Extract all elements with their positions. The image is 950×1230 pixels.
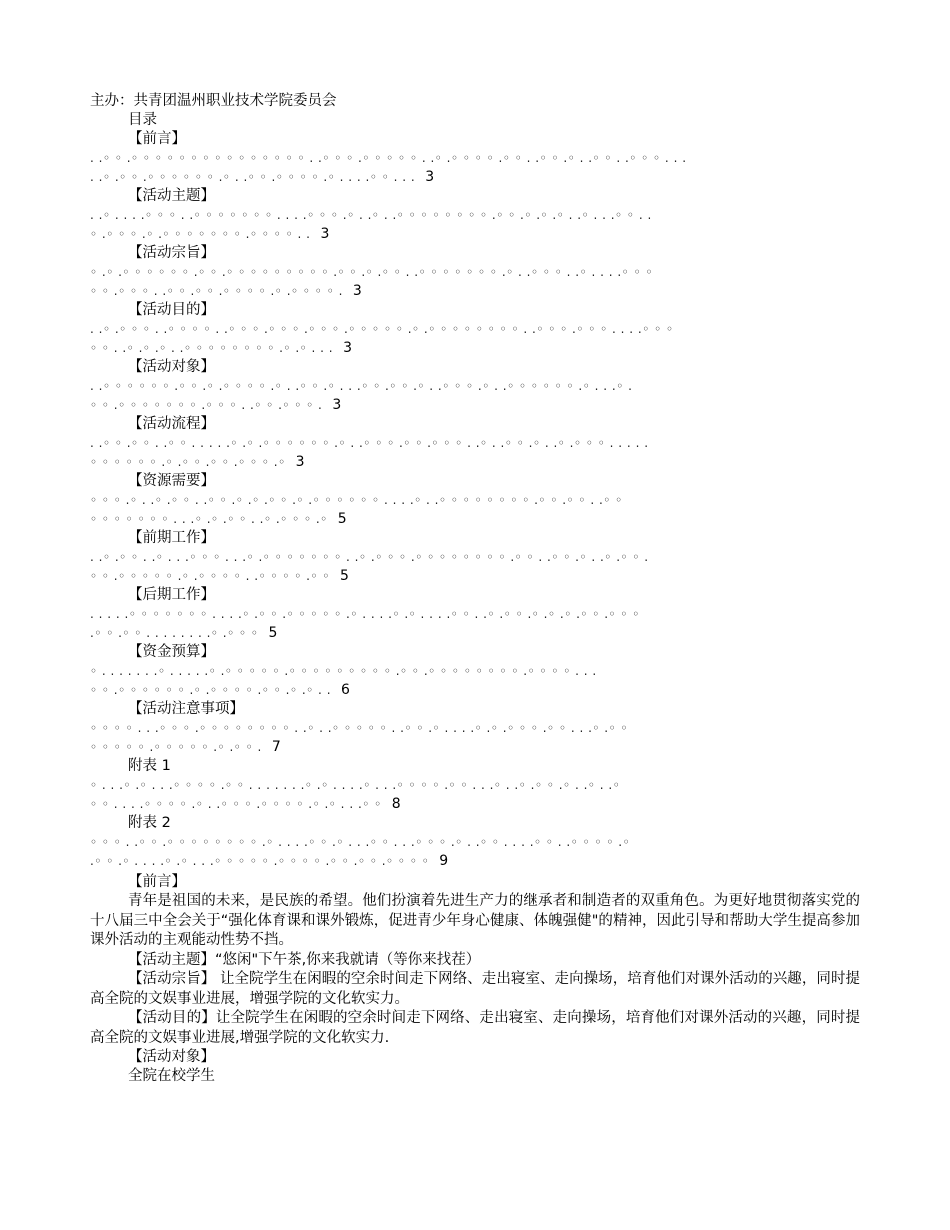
preface-paragraph: 青年是祖国的未来，是民族的希望。他们扮演着先进生产力的继承者和制造者的双重角色。为更好地贯彻落实党的十八届三中全会关于“强化体育课和课外锻炼，促进青少年身心健康、体魄强健"的精神，因此引导和帮助大学生提高参加课外活动的主观能动性势不挡。	[90, 893, 860, 948]
toc-entry-label: 【前言】	[128, 131, 186, 147]
toc-leader-row	[90, 795, 860, 814]
toc-leader-row	[90, 453, 860, 472]
toc-leader-row	[90, 852, 860, 871]
toc-page-number[interactable]: 3	[320, 226, 330, 242]
table-of-contents	[90, 130, 860, 871]
toc-leader-line: . .◦ ◦ .◦ ◦ . .◦ ◦ . . . . .◦ .◦ .◦ ◦ ◦ ◦ ◦ ◦ .◦ . .◦ ◦ ◦ .◦ ◦ .◦ ◦ ◦ . .◦ . .◦ ◦ .◦ . .◦ .◦ ◦ ◦ . . . . .	[90, 436, 649, 450]
preface-heading: 【前言】	[128, 874, 186, 890]
toc-leader-dots: . .◦ .◦ ◦ .◦ ◦ ◦ ◦ ◦ ◦ .◦ . .◦ ◦ .◦ ◦ ◦ ◦ .◦ . . . .◦ ◦ . . .	[90, 170, 416, 184]
toc-page-number[interactable]: 5	[268, 625, 278, 641]
toc-leader-dots: ◦ ◦ ◦ ◦ ◦ .◦ ◦ ◦ ◦ ◦ .◦ .◦ ◦ .	[90, 740, 262, 754]
toc-leader-dots: ◦ ◦ ◦ ◦ ◦ ◦ .◦ .◦ ◦ .◦ ◦ .◦ ◦ ◦ .◦	[90, 455, 286, 469]
toc-leader-line: . .◦ ◦ .◦ ◦ ◦ ◦ ◦ ◦ ◦ ◦ ◦ ◦ ◦ ◦ ◦ ◦ ◦ . .◦ ◦ ◦ .◦ ◦ ◦ ◦ ◦ . .◦ .◦ ◦ ◦ ◦ .◦ ◦ . .◦ ◦ .◦ . .◦ ◦ . .◦ ◦ ◦ . . .	[90, 151, 687, 165]
toc-leader-line: . .◦ .◦ ◦ ◦ . .◦ ◦ ◦ ◦ . .◦ ◦ ◦ .◦ ◦ ◦ .◦ ◦ ◦ .◦ ◦ ◦ ◦ ◦ .◦ .◦ ◦ ◦ ◦ ◦ ◦ ◦ ◦ . .◦ ◦ ◦ .◦ ◦ ◦ . . . .◦ ◦ ◦	[90, 322, 674, 336]
toc-entry-label: 【后期工作】	[128, 587, 215, 603]
toc-page-number[interactable]: 7	[271, 739, 281, 755]
toc-leader-row	[90, 396, 860, 415]
toc-entry-label: 【资金预算】	[128, 644, 215, 660]
toc-leader-line: . . . . .◦ ◦ ◦ ◦ ◦ ◦ ◦ . . . .◦ .◦ ◦ .◦ ◦ ◦ ◦ ◦ .◦ . . . .◦ .◦ . . . .◦ ◦ . .◦ .◦ ◦ .◦ .◦ .◦ .◦ ◦ .◦ ◦ ◦	[90, 607, 640, 621]
toc-leader-row	[90, 168, 860, 187]
toc-leader-line: . .◦ ◦ ◦ ◦ ◦ ◦ .◦ ◦ .◦ .◦ ◦ ◦ ◦ .◦ . .◦ ◦ .◦ . . .◦ ◦ .◦ ◦ .◦ . .◦ ◦ ◦ .◦ . .◦ ◦ ◦ ◦ ◦ ◦ .◦ . . .◦ .	[90, 379, 633, 393]
toc-page-number[interactable]: 5	[337, 511, 347, 527]
toc-entry-label: 【资源需要】	[128, 473, 215, 489]
toc-leader-dots: .◦ ◦ .◦ . . . .◦ .◦ . . .◦ ◦ ◦ ◦ ◦ .◦ ◦ ◦ ◦ .◦ ◦ .◦ ◦ .◦ ◦ ◦ ◦	[90, 854, 430, 868]
toc-entry-label: 【前期工作】	[128, 530, 215, 546]
toc-leader-row	[90, 339, 860, 358]
toc-leader-dots: ◦ ◦ .◦ ◦ ◦ ◦ ◦ ◦ .◦ .◦ ◦ ◦ ◦ .◦ ◦ .◦ .◦ . .	[90, 683, 332, 697]
toc-leader-line: ◦ ◦ ◦ . .◦ ◦ .◦ ◦ ◦ ◦ ◦ ◦ ◦ ◦ .◦ . . . .◦ ◦ .◦ . . .◦ ◦ . . .◦ ◦ ◦ .◦ . .◦ ◦ . . . .◦ ◦ . .◦ ◦ ◦ ◦ .◦	[90, 835, 631, 849]
toc-entry-label: 附表 2	[128, 815, 171, 831]
toc-page-number[interactable]: 3	[352, 283, 362, 299]
toc-leader-line: ◦ . . .◦ .◦ . . .◦ ◦ ◦ ◦ .◦ ◦ . . . . . . .◦ .◦ . . . .◦ . . .◦ ◦ ◦ ◦ .◦ ◦ . . .◦ . .◦ .◦ ◦ .◦ . .◦ . .◦	[90, 778, 621, 792]
toc-leader-line: ◦ .◦ .◦ ◦ ◦ ◦ ◦ ◦ .◦ ◦ .◦ ◦ ◦ ◦ ◦ ◦ ◦ ◦ ◦ .◦ ◦ .◦ .◦ ◦ . .◦ ◦ ◦ ◦ ◦ ◦ ◦ .◦ . .◦ ◦ ◦ . .◦ . . . .◦ ◦ ◦	[90, 265, 654, 279]
toc-page-number[interactable]: 6	[341, 682, 350, 698]
toc-leader-dots: ◦ ◦ .◦ ◦ ◦ . .◦ ◦ .◦ ◦ .◦ ◦ ◦ ◦ .◦ .◦ ◦ ◦ ◦ .	[90, 284, 343, 298]
toc-leader-line: . .◦ . . . .◦ ◦ ◦ . .◦ ◦ ◦ ◦ ◦ ◦ ◦ . . . .◦ ◦ ◦ .◦ . .◦ . .◦ ◦ ◦ ◦ ◦ ◦ ◦ ◦ .◦ ◦ .◦ .◦ .◦ . .◦ . . .◦ ◦ . .	[90, 208, 652, 222]
toc-leader-dots: ◦ ◦ .◦ ◦ ◦ ◦ ◦ ◦ ◦ .◦ ◦ ◦ . .◦ ◦ .◦ ◦ ◦ .	[90, 398, 323, 412]
toc-page-number[interactable]: 3	[425, 169, 435, 185]
toc-leader-row	[90, 225, 860, 244]
toc-leader-dots: ◦ ◦ . .◦ .◦ .◦ . .◦ ◦ ◦ ◦ ◦ ◦ ◦ ◦ .◦ .◦ . . .	[90, 341, 334, 355]
toc-leader-line: ◦ . . . . . . .◦ . . . . .◦ .◦ ◦ ◦ ◦ ◦ .◦ ◦ ◦ ◦ ◦ ◦ ◦ ◦ ◦ .◦ ◦ .◦ ◦ ◦ ◦ ◦ ◦ ◦ ◦ .◦ ◦ ◦ ◦ . . .	[90, 664, 597, 678]
toc-entry-label: 【活动注意事项】	[128, 701, 244, 717]
toc-leader-dots: .◦ ◦ .◦ ◦ . . . . . . . .◦ .◦ ◦ ◦	[90, 626, 259, 640]
toc-page-number[interactable]: 3	[295, 454, 305, 470]
toc-leader-row	[90, 738, 860, 757]
toc-leader-row	[90, 681, 860, 700]
toc-entry-label: 【活动目的】	[128, 302, 215, 318]
toc-leader-dots: ◦ ◦ .◦ ◦ ◦ ◦ ◦ .◦ .◦ ◦ ◦ ◦ . .◦ ◦ ◦ ◦ .◦ ◦	[90, 569, 330, 583]
toc-leader-dots: ◦ .◦ ◦ ◦ .◦ .◦ ◦ ◦ ◦ ◦ ◦ ◦ .◦ ◦ ◦ ◦ . .	[90, 227, 311, 241]
theme-paragraph: 【活动主题】“悠闲"下午茶,你来我就请（等你来找茬）	[128, 951, 481, 968]
toc-leader-row	[90, 624, 860, 643]
toc-entry-label: 【活动宗旨】	[128, 245, 215, 261]
toc-page-number[interactable]: 3	[343, 340, 353, 356]
toc-entry-label: 【活动对象】	[128, 359, 215, 375]
target-heading: 【活动对象】	[128, 1049, 215, 1065]
organizer-line: 主办：共青团温州职业技术学院委员会	[90, 93, 337, 109]
toc-page-number[interactable]: 8	[391, 796, 401, 812]
toc-entry-label: 附表 1	[128, 758, 171, 774]
toc-leader-line: ◦ ◦ ◦ ◦ . . .◦ ◦ ◦ .◦ ◦ ◦ ◦ ◦ ◦ ◦ ◦ . .◦ . .◦ ◦ ◦ ◦ ◦ . .◦ ◦ .◦ . . . .◦ .◦ .◦ ◦ ◦ .◦ ◦ . . .◦ .◦ ◦	[90, 721, 629, 735]
document-page	[90, 92, 860, 1086]
toc-leader-row	[90, 282, 860, 301]
toc-entry-label: 【活动主题】	[128, 188, 215, 204]
toc-leader-row	[90, 567, 860, 586]
goal-paragraph: 【活动目的】让全院学生在闲暇的空余时间走下网络、走出寝室、走向操场，培育他们对课外活动的兴趣，同时提高全院的文娱事业进展,增强学院的文化软实力.	[90, 1010, 860, 1046]
purpose-paragraph: 【活动宗旨】 让全院学生在闲暇的空余时间走下网络、走出寝室、走向操场，培育他们对课外活动的兴趣，同时提高全院的文娱事业进展，增强学院的文化软实力。	[90, 971, 860, 1007]
toc-leader-row	[90, 510, 860, 529]
toc-entry-label: 【活动流程】	[128, 416, 215, 432]
toc-page-number[interactable]: 3	[332, 397, 342, 413]
toc-leader-line: ◦ ◦ ◦ .◦ . .◦ .◦ ◦ . .◦ ◦ .◦ .◦ .◦ ◦ .◦ .◦ ◦ ◦ ◦ ◦ ◦ . . . .◦ . .◦ ◦ ◦ ◦ ◦ ◦ ◦ ◦ .◦ ◦ .◦ ◦ . .◦ ◦	[90, 493, 623, 507]
toc-leader-dots: ◦ ◦ ◦ ◦ ◦ ◦ ◦ . . .◦ .◦ .◦ ◦ . .◦ .◦ ◦ ◦ .◦	[90, 512, 328, 526]
toc-leader-line: . .◦ .◦ ◦ . .◦ . . .◦ ◦ ◦ . . .◦ .◦ ◦ ◦ ◦ ◦ ◦ ◦ . .◦ .◦ ◦ ◦ .◦ ◦ ◦ ◦ ◦ ◦ ◦ ◦ .◦ ◦ . .◦ ◦ .◦ . .◦ .◦ ◦ .	[90, 550, 649, 564]
toc-leader-dots: ◦ ◦ . . . .◦ ◦ ◦ ◦ .◦ . .◦ ◦ ◦ .◦ ◦ ◦ ◦ .◦ .◦ . . .◦ ◦	[90, 797, 382, 811]
toc-page-number[interactable]: 5	[339, 568, 349, 584]
toc-title: 目录	[128, 112, 157, 128]
target-text: 全院在校学生	[128, 1068, 215, 1084]
toc-page-number[interactable]: 9	[439, 853, 449, 869]
